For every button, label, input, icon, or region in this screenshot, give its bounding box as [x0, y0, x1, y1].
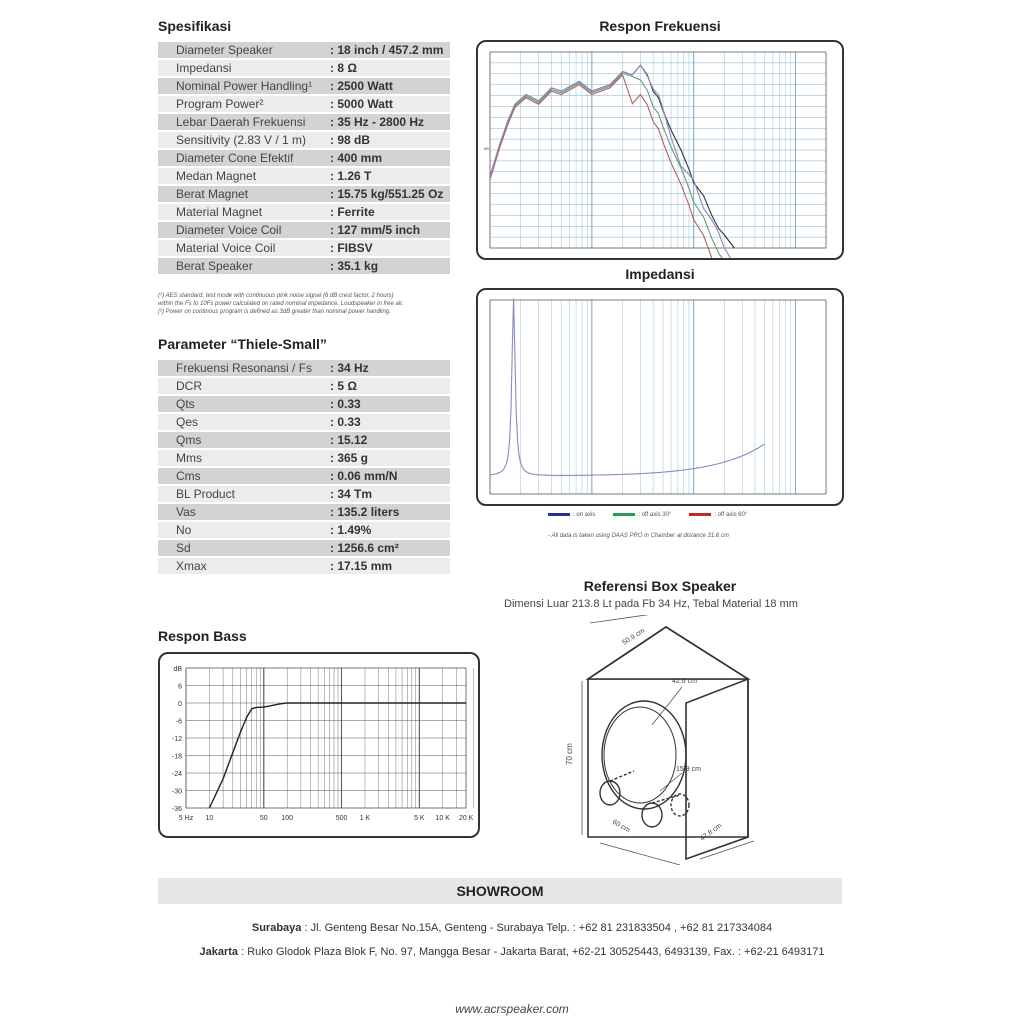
bass-y-tick: -30: [171, 788, 182, 796]
impedance-graph: [476, 288, 844, 506]
jakarta-city: Jakarta: [199, 946, 239, 958]
legend-label: : off axis 30°: [638, 512, 672, 518]
ts-label: Frekuensi Resonansi / Fs: [158, 360, 326, 376]
spec-row: [158, 222, 450, 238]
spec-value: : FIBSV: [326, 240, 450, 256]
ts-value: : 1.49%: [326, 522, 450, 538]
spec-row: [158, 204, 450, 220]
spec-value: : 8 Ω: [326, 60, 450, 76]
spec-value: : 5000 Watt: [326, 96, 450, 112]
port-left: [600, 781, 620, 805]
ts-value: : 5 Ω: [326, 378, 450, 394]
bass-y-tick: -12: [171, 736, 182, 743]
box-title: Referensi Box Speaker: [583, 578, 737, 594]
dim-depth: 47.8 cm: [699, 822, 724, 843]
ts-row: [158, 468, 450, 484]
graph-legend: [548, 512, 808, 518]
spec-value: : 98 dB: [326, 132, 450, 148]
frequency-response-graph: [476, 40, 844, 260]
spec-label: Program Power²: [158, 96, 326, 112]
spec-note: within the Fs to 10Fs power calculated on rated nominal impedance. Loudspeaker in free air.: [158, 301, 404, 307]
bass-x-tick: 5 Hz: [178, 815, 194, 822]
legend-item: [689, 512, 747, 518]
ts-label: Sd: [158, 540, 326, 556]
impedance-curve: [490, 298, 764, 475]
ts-value: : 0.06 mm/N: [326, 468, 450, 484]
legend-swatch: [689, 513, 711, 516]
jakarta-address: : Ruko Glodok Plaza Blok F, No. 97, Mangga Besar - Jakarta Barat, +62-21 30525443, 6493139, Fax. : +62-21 6493171: [238, 946, 825, 958]
bass-grid: [186, 668, 478, 808]
bass-x-tick: 10 K: [435, 815, 450, 822]
spec-note: (²) Power on continous program is defined as 3dB greater than nominal power handling.: [158, 309, 391, 315]
dim-height: 70 cm: [565, 743, 574, 765]
spec-label: Berat Magnet: [158, 186, 326, 202]
legend-swatch: [613, 513, 635, 516]
impedansi-title: Impedansi: [625, 266, 695, 282]
spesifikasi-title: Spesifikasi: [158, 18, 232, 34]
respon-frekuensi-title: Respon Frekuensi: [599, 18, 721, 34]
ts-value: : 0.33: [326, 414, 450, 430]
fr-axis-mark: dB: [484, 146, 489, 151]
ts-value: : 34 Hz: [326, 360, 450, 376]
surabaya-city: Surabaya: [251, 922, 302, 934]
ts-label: Qts: [158, 396, 326, 412]
spec-label: Lebar Daerah Frekuensi: [158, 114, 326, 130]
imp-grid: [490, 300, 842, 494]
spec-row: [158, 60, 450, 76]
spec-value: : 127 mm/5 inch: [326, 222, 450, 238]
ts-label: Mms: [158, 450, 326, 466]
ts-value: : 0.33: [326, 396, 450, 412]
bass-x-tick: 20 K: [458, 815, 474, 822]
ts-label: Vas: [158, 504, 326, 520]
ts-row: [158, 522, 450, 538]
fr-curve-off-60: [490, 75, 734, 258]
spec-row: [158, 168, 450, 184]
woofer-hole: [602, 701, 686, 809]
legend-item: [548, 512, 595, 518]
port-leader: [660, 773, 682, 791]
thiele-table: [158, 358, 450, 576]
spec-label: Sensitivity (2.83 V / 1 m): [158, 132, 326, 148]
ts-value: : 135.2 liters: [326, 504, 450, 520]
website-link[interactable]: www.acrspeaker.com: [455, 1002, 569, 1016]
spec-value: : 1.26 T: [326, 168, 450, 184]
spesifikasi-notes: [158, 292, 468, 316]
ts-label: BL Product: [158, 486, 326, 502]
ts-label: Qes: [158, 414, 326, 430]
dim-hole: 42.6 cm: [672, 678, 697, 685]
spec-note: (¹) AES standard, test mode with continuous pink noise signal (6 dB crest factor, 2 hours): [158, 293, 394, 299]
spec-label: Berat Speaker: [158, 258, 326, 274]
spec-value: : 2500 Watt: [326, 78, 450, 94]
address-jakarta: [0, 946, 1024, 958]
bass-x-tick: 1 K: [359, 815, 371, 822]
spec-value: : 35.1 kg: [326, 258, 450, 274]
ts-row: [158, 504, 450, 520]
spec-value: : 18 inch / 457.2 mm: [326, 42, 450, 58]
thiele-title: Parameter “Thiele-Small”: [158, 336, 327, 352]
port-right: [642, 803, 662, 827]
hole-leader: [652, 687, 682, 725]
legend-swatch: [548, 513, 570, 516]
bass-x-tick: 5 K: [414, 815, 425, 822]
ts-row: [158, 414, 450, 430]
spec-row: [158, 186, 450, 202]
bass-y-tick: 6: [178, 683, 182, 691]
respon-bass-title: Respon Bass: [158, 628, 247, 644]
dim-port: 15.9 cm: [676, 766, 701, 773]
box-top-face: [588, 627, 748, 679]
bass-x-tick: 500: [335, 815, 348, 822]
spec-row: [158, 132, 450, 148]
surabaya-address: : Jl. Genteng Besar No.15A, Genteng - Surabaya Telp. : +62 81 231833504 , +62 81 217334084: [301, 922, 773, 934]
fr-curve-extra: [490, 65, 734, 258]
fr-curve-on-axis: [490, 65, 734, 248]
ts-row: [158, 450, 450, 466]
impedance-plot: [478, 290, 842, 504]
ts-value: : 34 Tm: [326, 486, 450, 502]
spec-row: [158, 96, 450, 112]
spec-row: [158, 78, 450, 94]
spec-value: : 15.75 kg/551.25 Oz: [326, 186, 450, 202]
ts-label: Cms: [158, 468, 326, 484]
box-diagram: [540, 615, 800, 865]
spec-label: Material Magnet: [158, 204, 326, 220]
spec-row: [158, 114, 450, 130]
legend-item: [613, 512, 671, 518]
spec-label: Material Voice Coil: [158, 240, 326, 256]
dim-top: 50.9 cm: [621, 627, 647, 647]
spec-value: : Ferrite: [326, 204, 450, 220]
box-front-face: [588, 679, 748, 837]
spec-label: Medan Magnet: [158, 168, 326, 184]
spec-label: Nominal Power Handling¹: [158, 78, 326, 94]
dim-width: 60 cm: [611, 818, 632, 835]
spec-label: Impedansi: [158, 60, 326, 76]
spesifikasi-table: [158, 40, 450, 276]
box-subtitle: Dimensi Luar 213.8 Lt pada Fb 34 Hz, Tebal Material 18 mm: [504, 598, 798, 610]
ts-label: Qms: [158, 432, 326, 448]
spec-label: Diameter Speaker: [158, 42, 326, 58]
spec-row: [158, 258, 450, 274]
ts-value: : 15.12: [326, 432, 450, 448]
spec-row: [158, 240, 450, 256]
bass-x-tick: 100: [281, 815, 294, 822]
top-dim-line: [590, 615, 660, 623]
ts-row: [158, 540, 450, 556]
ts-row: [158, 432, 450, 448]
spec-row: [158, 42, 450, 58]
bass-response-plot: [160, 654, 478, 836]
ts-value: : 365 g: [326, 450, 450, 466]
ts-label: DCR: [158, 378, 326, 394]
frequency-response-plot: [478, 42, 842, 258]
showroom-bar: [158, 878, 842, 904]
woofer-hole-inner: [604, 707, 676, 803]
legend-label: : on axis: [573, 512, 596, 518]
bass-y-tick: 0: [178, 701, 182, 708]
ts-value: : 17.15 mm: [326, 558, 450, 574]
fr-curve-off-30: [490, 73, 734, 258]
port-tube-top: [610, 771, 634, 781]
bass-x-tick: 50: [259, 815, 268, 822]
ts-row: [158, 396, 450, 412]
ts-row: [158, 378, 450, 394]
bass-y-tick: -6: [175, 718, 182, 726]
bass-y-tick: dB: [173, 666, 182, 673]
ts-label: Xmax: [158, 558, 326, 574]
address-surabaya: [0, 922, 1024, 934]
bass-y-tick: -18: [171, 753, 182, 761]
spec-label: Diameter Cone Efektif: [158, 150, 326, 166]
ts-row: [158, 486, 450, 502]
ts-label: No: [158, 522, 326, 538]
bass-y-tick: -36: [171, 806, 182, 813]
spec-value: : 35 Hz - 2800 Hz: [326, 114, 450, 130]
spec-row: [158, 150, 450, 166]
width-dim-line: [600, 843, 680, 865]
showroom-title: SHOWROOM: [456, 883, 544, 899]
ts-row: [158, 558, 450, 574]
ts-value: : 1256.6 cm²: [326, 540, 450, 556]
ts-row: [158, 360, 450, 376]
bass-response-graph: [158, 652, 480, 838]
bass-y-tick: -24: [171, 771, 182, 778]
spec-value: : 400 mm: [326, 150, 450, 166]
measurement-note: - All data is taken using DAAS PRO in Chamber at distance 31.6 cm: [548, 533, 729, 539]
spec-label: Diameter Voice Coil: [158, 222, 326, 238]
legend-label: : off axis 60°: [714, 512, 748, 518]
bass-x-tick: 10: [205, 815, 214, 822]
